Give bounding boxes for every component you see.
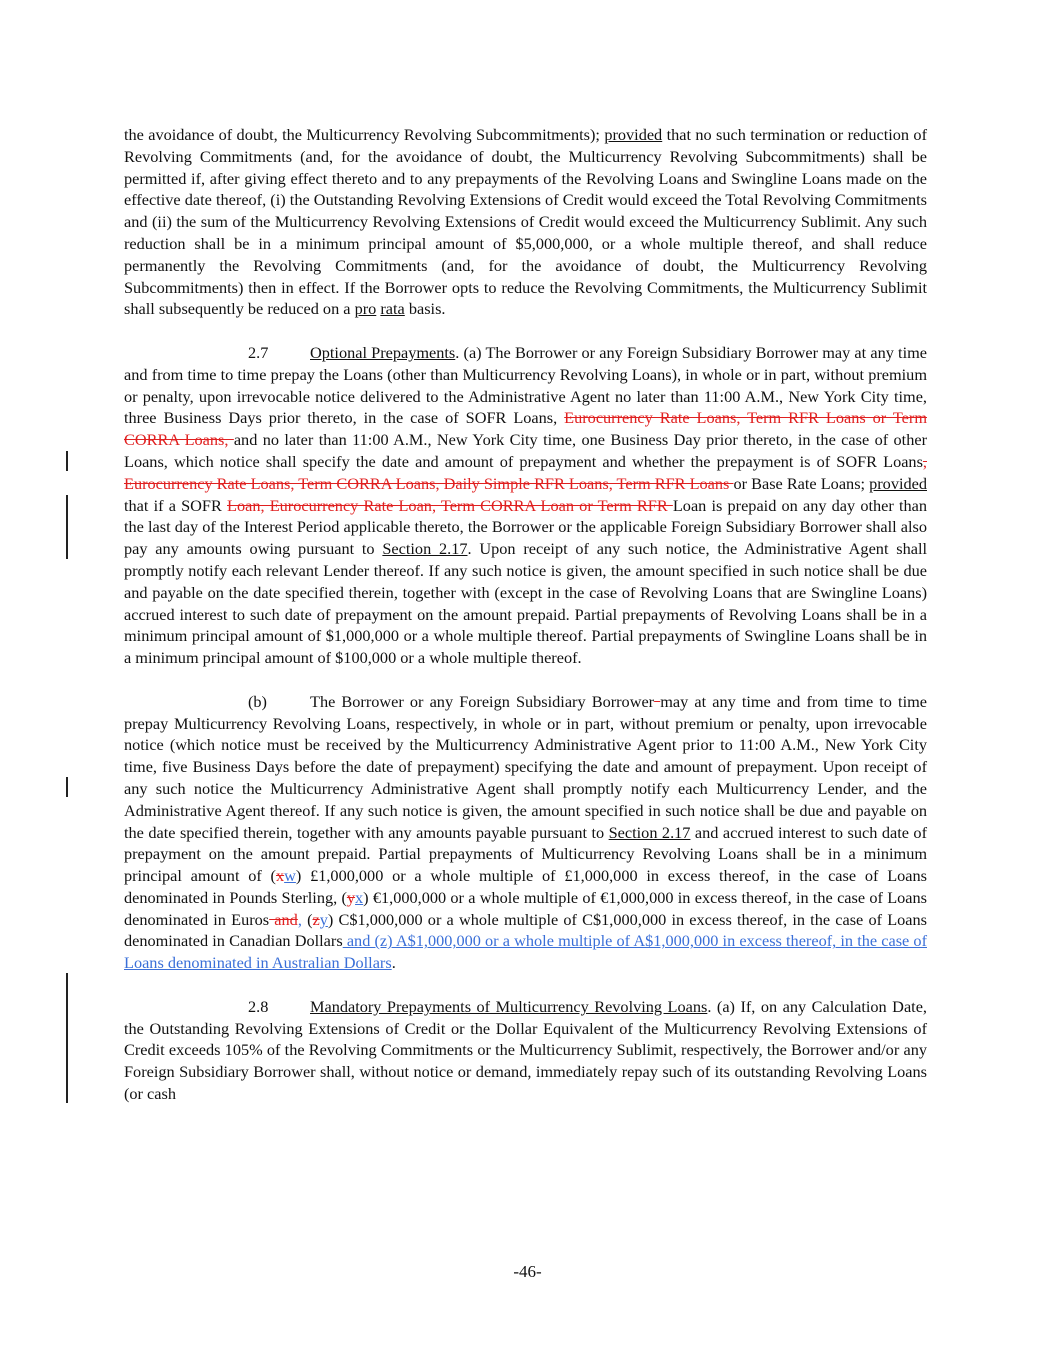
section-2-7-optional-prepayments: 2.7 Optional Prepayments. (a) The Borrower or any Foreign Subsidiary Borrower may at any time and from time to time prepay the Loans (other than Multicurrency Revolving Loans), in whole or in part, without premium or penalty, upon irrevocable notice delivered to the Administrative Agent no later than 11:00 A.M., New York City time, three Business Days prior thereto, in the case of SOFR Loans, Eurocurrency Rate Loans, Term RFR Loans or Term CORRA Loans, and no later than 11:00 A.M., New York City time, one Business Day prior thereto, in the case of other Loans, which notice shall specify the date and amount of prepayment and whether the prepayment is of SOFR Loans, Eurocurrency Rate Loans, Term CORRA Loans, Daily Simple RFR Loans, Term RFR Loans or Base Rate Loans; provided that if a SOFR Loan, Eurocurrency Rate Loan, Term CORRA Loan or Term RFR Loan is prepaid on any day other than the last day of the Interest Period applicable thereto, the Borrower or the applicable Foreign Subsidiary Borrower shall also pay any amounts owing pursuant to Section 2.17. Upon receipt of any such notice, the Administrative Agent shall promptly notify each relevant Lender thereof. If any such notice is given, the amount specified in such notice shall be due and payable on the date specified therein, together with (except in the case of Revolving Loans that are Swingline Loans) accrued interest to such date of prepayment on the amount prepaid. Partial prepayments of Revolving Loans shall be in a minimum principal amount of $1,000,000 or a whole multiple thereof. Partial prepayments of Swingline Loans shall be in a minimum principal amount of $100,000 or a whole multiple thereof. — [124, 342, 928, 668]
deleted-text: z — [312, 909, 320, 929]
deleted-text: y — [346, 887, 356, 907]
inserted-text: , — [297, 909, 302, 929]
section-title: Mandatory Prepayments of Multicurrency Revolving Loans — [310, 996, 708, 1016]
section-2-8-mandatory-prepayments: 2.8 Mandatory Prepayments of Multicurrency Revolving Loans. (a) If, on any Calculation Date, the Outstanding Revolving Extensions of Credit or the Dollar Equivalent of the Multicurrency Revolving Extensions of Credit exceeds 105% of the Revolving Commitments or the Multicurrency Sublimit, respectively, the Borrower and/or any Foreign Subsidiary Borrower shall, without notice or demand, immediately repay such of its outstanding Revolving Loans (or cash — [124, 996, 927, 1104]
section-2-7-b: (b) The Borrower or any Foreign Subsidiary Borrower may at any time and from time to time prepay Multicurrency Revolving Loans, respectively, in whole or in part, without premium or penalty, upon irrevocable notice (which notice must be received by the Multicurrency Administrative Agent prior to 11:00 A.M., New York City time, five Business Days before the date of prepayment) specifying the date and amount of prepayment. Upon receipt of any such notice the Multicurrency Administrative Agent shall promptly notify each Multicurrency Lender, and the Administrative Agent thereof. If any such notice is given, the amount specified in such notice shall be due and payable on the date specified therein, together with any amounts payable pursuant to Section 2.17 and accrued interest to such date of prepayment on the amount prepaid. Partial prepayments of Multicurrency Revolving Loans shall be in a minimum principal amount of (xw) £1,000,000 or a whole multiple of £1,000,000 in excess thereof, in the case of Loans denominated in Pounds Sterling, (yx) €1,000,000 or a whole multiple of €1,000,000 in excess thereof, in the case of Loans denominated in Euros and, (zy) C$1,000,000 or a whole multiple of C$1,000,000 in excess thereof, in the case of Loans denominated in Canadian Dollars and (z) A$1,000,000 or a whole multiple of A$1,000,000 in excess thereof, in the case of Loans denominated in Australian Dollars. — [124, 691, 927, 973]
section-reference: Section 2.17 — [382, 539, 468, 559]
deleted-text: x — [275, 866, 285, 886]
change-bar — [66, 495, 68, 559]
inserted-text: x — [355, 887, 364, 907]
deleted-text: and — [269, 909, 298, 929]
inserted-text: w — [284, 866, 296, 886]
deleted-text: Loan, Eurocurrency Rate Loan, Term CORRA Loan or Term RFR — [227, 495, 673, 515]
section-number: 2.7 — [248, 342, 269, 362]
inserted-text: y — [319, 909, 328, 929]
clause-label: (b) — [248, 691, 267, 711]
section-number: 2.8 — [248, 996, 269, 1016]
document-page — [124, 124, 927, 1105]
deleted-text: Eurocurrency Rate Loans, Term RFR Loans or Term CORRA Loans, — [124, 408, 927, 450]
paragraph-commitment-reduction: the avoidance of doubt, the Multicurrency Revolving Subcommitments); provided that no such termination or reduction of Revolving Commitments (and, for the avoidance of doubt, the Multicurrency Revolving Subcommitments) shall be permitted if, after giving effect thereto and to any prepayments of the Revolving Loans and Swingline Loans made on the effective date thereof, (i) the Outstanding Revolving Extensions of Credit would exceed the Total Revolving Commitments and (ii) the sum of the Multicurrency Revolving Extensions of Credit would exceed the Multicurrency Sublimit. Any such reduction shall be in a minimum principal amount of $5,000,000, or a whole multiple thereof, and shall reduce permanently the Revolving Commitments (and, for the avoidance of doubt, the Multicurrency Revolving Subcommitments) then in effect. If the Borrower opts to reduce the Revolving Commitments, the Multicurrency Sublimit shall subsequently be reduced on a pro rata basis. — [124, 125, 927, 319]
change-bar — [66, 451, 68, 471]
change-bar — [66, 777, 68, 797]
section-title: Optional Prepayments — [310, 342, 456, 362]
change-bar — [66, 973, 68, 1103]
inserted-text: and (z) A$1,000,000 or a whole multiple of A$1,000,000 in excess thereof, in the case of Loans denominated in Australian Dollars — [124, 931, 927, 973]
page-number: -46- — [513, 1262, 542, 1281]
deleted-text: , Eurocurrency Rate Loans, Term CORRA Loans, Daily Simple RFR Loans, Term RFR Loans — [124, 451, 927, 493]
section-reference: Section 2.17 — [608, 822, 691, 842]
